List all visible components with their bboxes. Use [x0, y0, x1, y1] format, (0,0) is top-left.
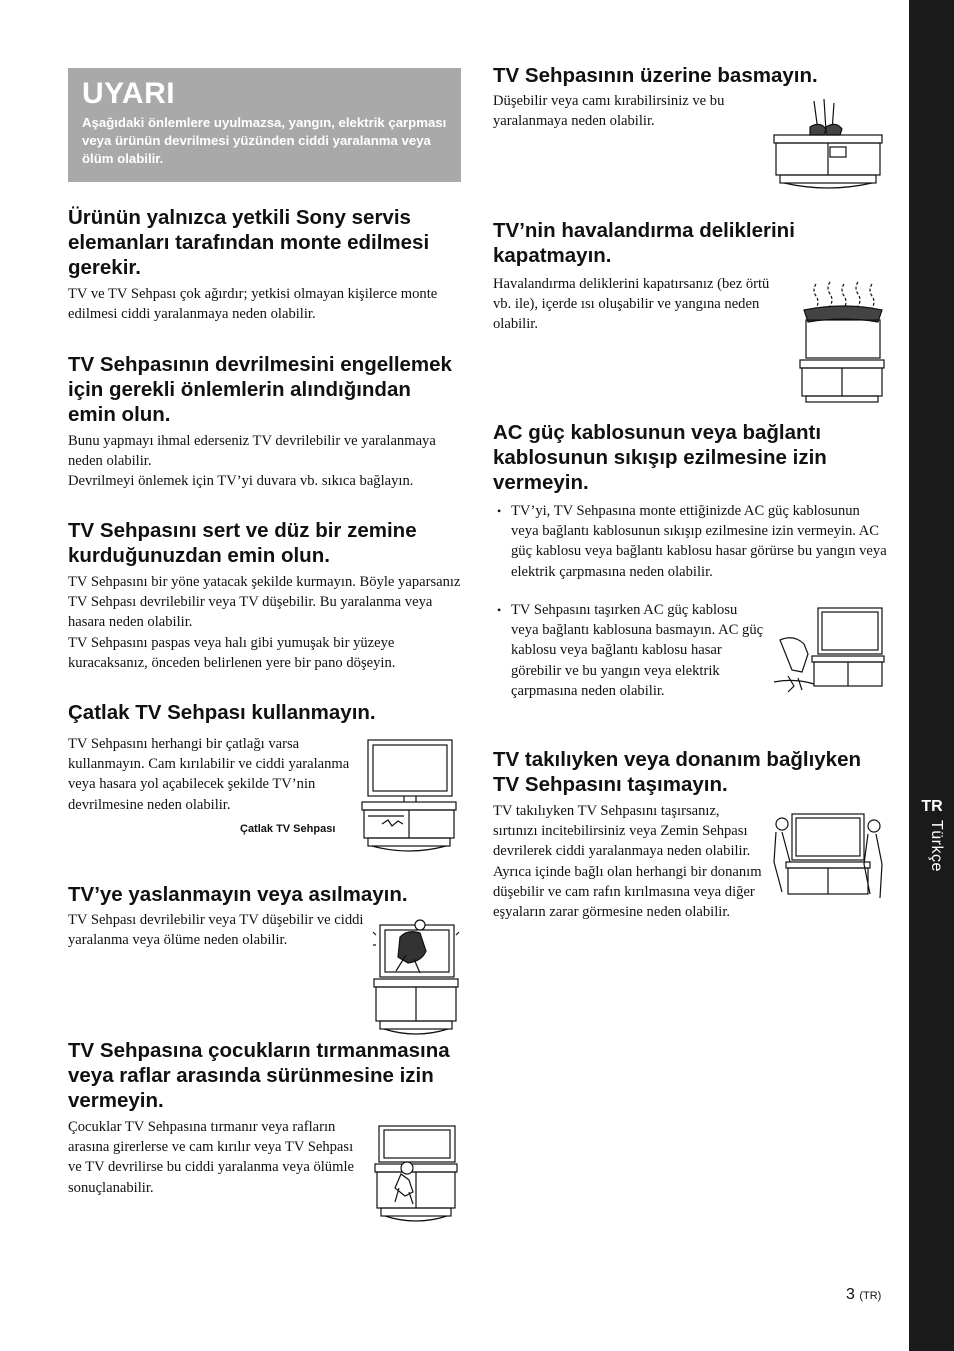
warning-box [68, 68, 461, 182]
bullet-item: • TV’yi, TV Sehpasına monte ettiğinizde AC güç kablosunun veya bağlantı kablosunun sıkışıp ezilmesine izin vermeyin. AC güç kablosu veya bağlantı kablosu hasar görürse bu yangın veya elektrik çarpmasına neden olabilir. [493, 501, 888, 582]
page-number-value: 3 [846, 1286, 855, 1303]
warning-title: UYARI [82, 77, 176, 110]
section-heading: TV Sehpasına çocukların tırmanmasına veya raflar arasında sürünmesine izin vermeyin. [68, 1039, 450, 1112]
section-prevent-tipping [68, 352, 463, 492]
section-heading: TV Sehpasının üzerine basmayın. [493, 64, 818, 87]
section-heading: Çatlak TV Sehpası kullanmayın. [68, 701, 376, 724]
child-climbing-illustration [373, 1124, 459, 1226]
section-paragraph: Havalandırma deliklerini kapatırsanız (bez örtü vb. ile), içerde ısı oluşabilir ve yangına neden olabilir. [493, 276, 770, 333]
language-code: TR [921, 798, 943, 815]
section-children-body [68, 1117, 360, 1198]
section-cable-pinch [493, 420, 888, 495]
section-paragraph: TV takılıyken TV Sehpasını taşırsanız, sırtınızı incitebilirsiniz veya Zemin Sehpası devrilerek ciddi yaralanmaya neden olabilir. Ayrıca içinde bağlı olan herhangi bir donanım düşebilir ve cam rafın kırılmasına veya diğer eşyaların zarar görmesine neden olabilir. [493, 803, 762, 921]
section-no-stepping-body [493, 91, 763, 131]
section-paragraph: TV Sehpası devrilebilir veya TV düşebilir ve ciddi yaralanma veya ölüme neden olabilir. [68, 912, 364, 949]
section-cable-pinch-bullet-2 [493, 600, 765, 701]
language-label: Türkçe [928, 820, 945, 872]
section-children [68, 1038, 463, 1113]
section-paragraph: TV Sehpasını herhangi bir çatlağı varsa kullanmayın. Cam kırılabilir ve ciddi yaralanma veya hasara yol açabilecek şekilde TV’nin devrilmesine neden olabilir. [68, 736, 350, 813]
section-heading: TV Sehpasını sert ve düz bir zemine kurduğunuzdan emin olun. [68, 519, 417, 567]
section-no-leaning-body [68, 910, 366, 950]
section-heading: TV’nin havalandırma deliklerini kapatmayın. [493, 219, 795, 267]
section-heading: TV Sehpasının devrilmesini engellemek için gerekli önlemlerin alındığından emin olun. [68, 353, 452, 426]
section-paragraph: TV Sehpasını bir yöne yatacak şekilde kurmayın. Böyle yaparsanız TV Sehpası devrilebilir veya TV düşebilir. Bu yaralanma veya hasara neden olabilir. [68, 574, 461, 631]
page-number [846, 1286, 881, 1304]
section-heading: TV takılıyken veya donanım bağlıyken TV Sehpasını taşımayın. [493, 748, 861, 796]
stepping-on-stand-illustration [768, 97, 888, 193]
cracked-stand-illustration [360, 738, 458, 856]
section-flat-surface [68, 518, 463, 673]
warning-text: Aşağıdaki önlemlere uyulmazsa, yangın, elektrik çarpması veya ürünün devrilmesi yüzünden ciddi yaralanma veya ölüm olabilir. [82, 115, 447, 166]
section-cable-pinch-bullet-1 [493, 501, 888, 582]
section-cracked-stand [68, 700, 463, 725]
section-ventilation [493, 218, 888, 268]
section-no-moving-body [493, 801, 763, 922]
section-paragraph: TV Sehpasını paspas veya halı gibi yumuşak bir yüzeye kuracaksanız, önceden belirlenen yere bir pano döşeyin. [68, 634, 396, 671]
section-heading: TV’ye yaslanmayın veya asılmayın. [68, 883, 408, 906]
section-authorized-install [68, 205, 463, 324]
section-paragraph: Çocuklar TV Sehpasına tırmanır veya rafların arasına girerlerse ve cam kırılır veya TV Sehpası ve TV devrilirse bu ciddi yaralanma veya ölümle sonuçlanabilir. [68, 1119, 354, 1196]
section-paragraph: Bunu yapmayı ihmal ederseniz TV devrilebilir ve yaralanmaya neden olabilir. [68, 433, 436, 470]
section-cracked-stand-body [68, 734, 360, 815]
section-no-moving [493, 747, 888, 797]
section-no-leaning [68, 882, 463, 907]
section-ventilation-body [493, 274, 789, 335]
page-number-suffix: (TR) [859, 1290, 882, 1302]
section-paragraph: Düşebilir veya camı kırabilirsiniz ve bu yaralanmaya neden olabilir. [493, 93, 725, 130]
language-tab-bar [909, 0, 954, 1351]
moving-stand-illustration [768, 810, 888, 912]
section-heading: Ürünün yalnızca yetkili Sony servis elemanları tarafından monte edilmesi gerekir. [68, 206, 430, 279]
section-paragraph: Devrilmeyi önlemek için TV’yi duvara vb. sıkıca bağlayın. [68, 473, 414, 490]
leaning-on-tv-illustration [372, 915, 460, 1045]
section-no-stepping [493, 63, 888, 88]
blocked-ventilation-illustration [798, 280, 886, 410]
bullet-item: • TV Sehpasını taşırken AC güç kablosu veya bağlantı kablosuna basmayın. AC güç kablosu veya bağlantı kablosu hasar görebilir ve bu yangın veya elektrik çarpmasına neden olabilir. [493, 600, 765, 701]
cable-stepping-illustration [772, 604, 886, 698]
figure-caption: Çatlak TV Sehpası [240, 823, 336, 835]
section-heading: AC güç kablosunun veya bağlantı kablosunun sıkışıp ezilmesine izin vermeyin. [493, 421, 827, 494]
section-paragraph: TV ve TV Sehpası çok ağırdır; yetkisi olmayan kişilerce monte edilmesi ciddi yaralanmaya neden olabilir. [68, 286, 438, 323]
